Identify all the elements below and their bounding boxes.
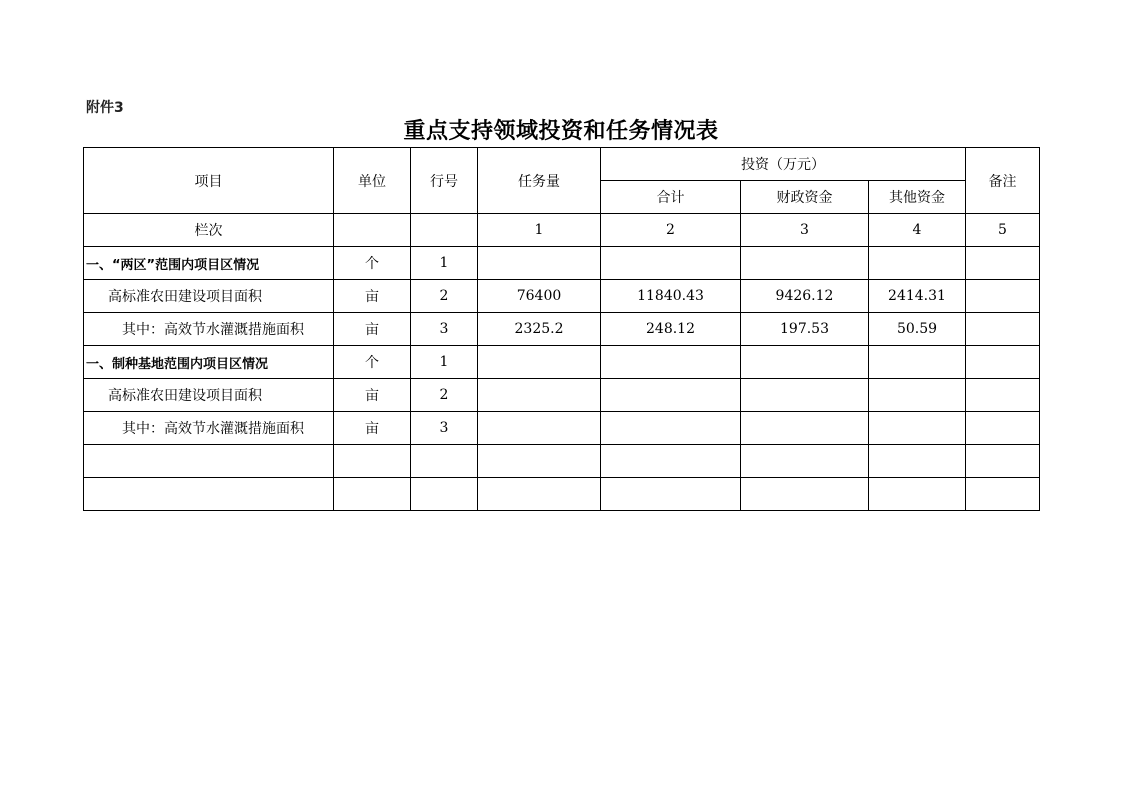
row-total <box>601 247 741 280</box>
column-index-row <box>84 214 1040 247</box>
row-fiscal-funds <box>741 445 869 478</box>
row-other-funds <box>869 445 966 478</box>
row-unit: 亩 <box>334 412 411 445</box>
row-unit: 亩 <box>334 313 411 346</box>
row-other-funds <box>869 247 966 280</box>
row-line-no <box>411 478 478 511</box>
row-unit: 个 <box>334 346 411 379</box>
row-line-no: 1 <box>411 346 478 379</box>
row-other-funds: 2414.31 <box>869 280 966 313</box>
header-remarks: 备注 <box>966 148 1040 214</box>
row-remarks <box>966 313 1040 346</box>
row-remarks <box>966 412 1040 445</box>
table-row-empty <box>84 445 1040 478</box>
table-row-empty <box>84 478 1040 511</box>
header-row-1 <box>84 148 1040 181</box>
row-line-no: 1 <box>411 247 478 280</box>
row-item-section: 一、制种基地范围内项目区情况 <box>84 346 334 379</box>
column-index-other-funds: 4 <box>869 214 966 247</box>
row-remarks <box>966 280 1040 313</box>
row-total <box>601 412 741 445</box>
header-investment-group: 投资（万元） <box>601 148 966 181</box>
row-task-volume <box>478 478 601 511</box>
column-index-line-no <box>411 214 478 247</box>
header-item: 项目 <box>84 148 334 214</box>
row-task-volume <box>478 346 601 379</box>
column-index-total: 2 <box>601 214 741 247</box>
row-task-volume <box>478 247 601 280</box>
row-task-volume <box>478 379 601 412</box>
row-other-funds: 50.59 <box>869 313 966 346</box>
row-item-section: 一、“两区”范围内项目区情况 <box>84 247 334 280</box>
row-fiscal-funds: 197.53 <box>741 313 869 346</box>
row-remarks <box>966 379 1040 412</box>
header-task-volume: 任务量 <box>478 148 601 214</box>
column-index-label: 栏次 <box>84 214 334 247</box>
table-row <box>84 280 1040 313</box>
row-unit <box>334 445 411 478</box>
row-item: 其中：高效节水灌溉措施面积 <box>84 313 334 346</box>
row-item: 其中：高效节水灌溉措施面积 <box>84 412 334 445</box>
row-unit: 个 <box>334 247 411 280</box>
table-row <box>84 247 1040 280</box>
row-fiscal-funds <box>741 247 869 280</box>
row-unit <box>334 478 411 511</box>
row-task-volume <box>478 412 601 445</box>
row-fiscal-funds <box>741 412 869 445</box>
row-line-no: 2 <box>411 379 478 412</box>
row-item: 高标准农田建设项目面积 <box>84 379 334 412</box>
row-total <box>601 478 741 511</box>
row-other-funds <box>869 346 966 379</box>
row-total <box>601 445 741 478</box>
row-fiscal-funds <box>741 346 869 379</box>
row-remarks <box>966 445 1040 478</box>
table-row <box>84 379 1040 412</box>
row-item <box>84 478 334 511</box>
row-line-no: 3 <box>411 313 478 346</box>
row-other-funds <box>869 379 966 412</box>
header-fiscal-funds: 财政资金 <box>741 181 869 214</box>
row-task-volume <box>478 445 601 478</box>
table-row <box>84 412 1040 445</box>
row-other-funds <box>869 478 966 511</box>
investment-task-table <box>83 147 1040 511</box>
header-other-funds: 其他资金 <box>869 181 966 214</box>
row-total <box>601 346 741 379</box>
table-row <box>84 346 1040 379</box>
row-remarks <box>966 247 1040 280</box>
row-line-no: 2 <box>411 280 478 313</box>
row-item: 高标准农田建设项目面积 <box>84 280 334 313</box>
column-index-task-volume: 1 <box>478 214 601 247</box>
column-index-unit <box>334 214 411 247</box>
column-index-remarks: 5 <box>966 214 1040 247</box>
header-line-no: 行号 <box>411 148 478 214</box>
row-line-no <box>411 445 478 478</box>
header-unit: 单位 <box>334 148 411 214</box>
column-index-fiscal-funds: 3 <box>741 214 869 247</box>
table-row <box>84 313 1040 346</box>
row-fiscal-funds <box>741 478 869 511</box>
row-remarks <box>966 478 1040 511</box>
row-total: 248.12 <box>601 313 741 346</box>
attachment-label: 附件3 <box>86 100 124 116</box>
row-unit: 亩 <box>334 280 411 313</box>
header-total: 合计 <box>601 181 741 214</box>
row-fiscal-funds <box>741 379 869 412</box>
row-other-funds <box>869 412 966 445</box>
row-fiscal-funds: 9426.12 <box>741 280 869 313</box>
row-total: 11840.43 <box>601 280 741 313</box>
row-unit: 亩 <box>334 379 411 412</box>
row-total <box>601 379 741 412</box>
page-title: 重点支持领域投资和任务情况表 <box>403 118 719 144</box>
row-task-volume: 76400 <box>478 280 601 313</box>
row-task-volume: 2325.2 <box>478 313 601 346</box>
row-item <box>84 445 334 478</box>
row-remarks <box>966 346 1040 379</box>
row-line-no: 3 <box>411 412 478 445</box>
